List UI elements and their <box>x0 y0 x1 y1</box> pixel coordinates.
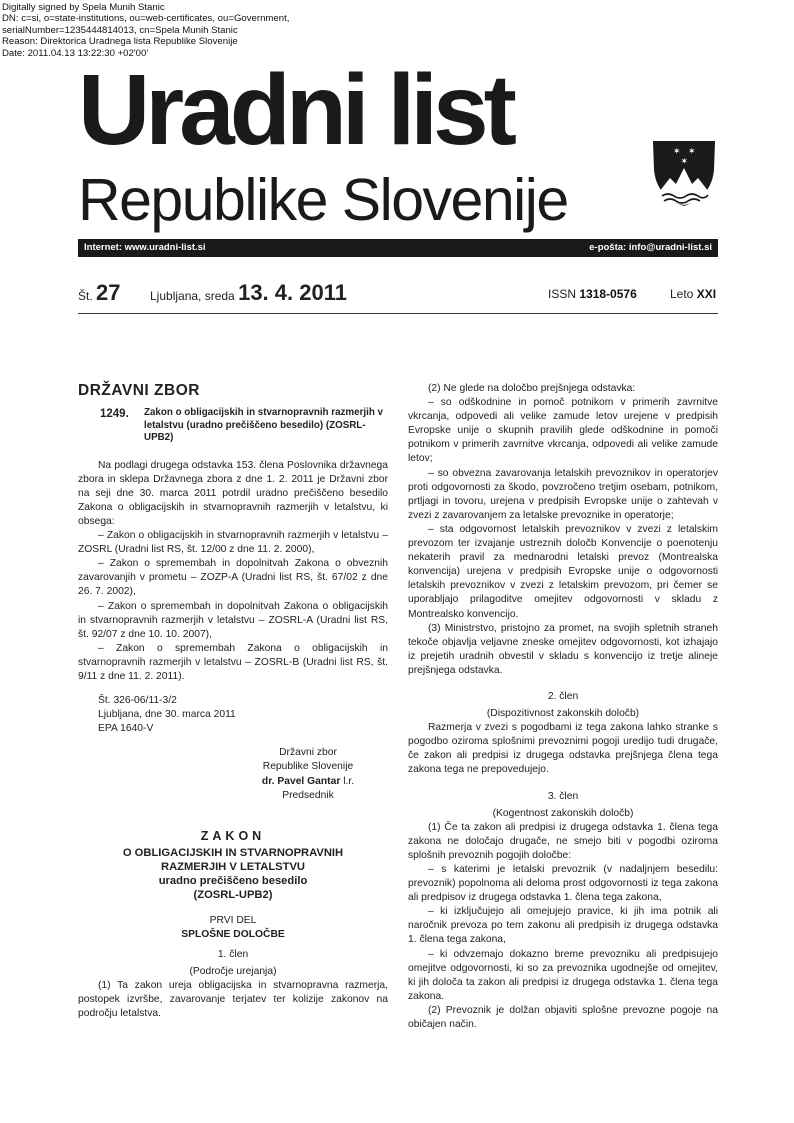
svg-text:✶: ✶ <box>680 157 689 167</box>
list-item: – Zakon o obligacijskih in stvarnopravnih razmerjih v letalstvu – ZOSRL (Uradni list RS, št. 12/00 z dne 11. 2. 2000), <box>78 530 388 556</box>
signature-line: Reason: Direktorica Uradnega lista Republike Slovenije <box>2 36 238 48</box>
list-item: – Zakon o spremembah in dopolnitvah Zakona o obligacijskih in stvarnopravnih razmerjih v letalstvu – ZOSRL-A (Uradni list RS, št. 92/07 z dne 10. 10. 2007), <box>78 600 388 640</box>
svg-text:✶: ✶ <box>673 147 681 157</box>
signature-line: Date: 2011.04.13 13:22:30 +02'00' <box>2 47 149 59</box>
law-title: Zakon o obligacijskih in stvarnopravnih razmerjih v letalstvu (uradno prečiščeno besedilo) (ZOSRL-UPB2) <box>144 407 383 444</box>
article-paragraph: (1) Če ta zakon ali predpisi iz drugega odstavka 1. člena tega zakona ne določajo drugače, ne smejo biti v pogodbi oziroma splošnih prevoznih pogojih določbe: <box>408 821 718 861</box>
article-heading: 3. člen <box>547 790 579 802</box>
law-type-heading: ZAKON <box>200 828 266 843</box>
year: Leto XXI <box>670 287 717 301</box>
article-title: (Področje urejanja) <box>189 966 277 978</box>
left-column: DRŽAVNI ZBOR 1249. Zakon o obligacijskih in stvarnopravnih razmerjih v letalstvu (uradno prečiščeno besedilo) (ZOSRL-UPB2) Na podlagi drugega odstavka 153. člena Poslovnika državnega zbora in sklepa Državnega zbora z dne 1. 2. 2011 je Državni zbor na seji dne 30. marca 2011 potrdil uradno prečiščeno besedilo Zakona o obligacijskih in stvarnopravnih razmerjih v letalstvu, ki obsega: – Zakon o obligacijskih in stvarnopravnih razmerjih v letalstvu – ZOSRL (Uradni list RS, št. 12/00 z dne 11. 2. 2000), – Zakon o spremembah in dopolnitvah Zakona o obveznih zavarovanjih v prometu – ZOZP-A (Uradni list RS, št. 67/02 z dne 26. 7. 2002), – Zakon o spremembah in dopolnitvah Zakona o obligacijskih in stvarnopravnih razmerjih v letalstvu – ZOSRL-A (Uradni list RS, št. 92/07 z dne 10. 10. 2007), – Zakon o spremembah Zakona o obligacijskih in stvarnopravnih razmerjih v letalstvu – ZOSRL-B (Uradni list RS, št. 9/11 z dne 11. 2. 2011). Št. 326-06/11-3/2 Ljubljana, dne 30. marca 2011 EPA 1640-V Državni zbor Republike Slovenije dr. Pavel Gantar l.r. Predsednik ZAKON O OBLIGACIJSKIH IN STVARNOPRAVNIH RAZMERJIH V LETALSTVU uradno prečiščeno besedilo (ZOSRL-UPB2) PRVI DEL SPLOŠNE DOLOČBE 1. člen (Področje urejanja) (1) Ta zakon ureja obligacijska in stvarnopravna razmerja, postopek izvršbe, zavarovanje terjatev ter kolizije zakonov na področju letalstva. <box>78 382 388 1022</box>
signature-line: Digitally signed by Spela Munih Stanic <box>2 2 165 13</box>
list-item: – ki izključujejo ali omejujejo pravice, ki jih ima potnik ali naročnik prevoza po tem zakonu ali predpisih iz drugega odstavka 1. člena tega zakona, <box>408 906 718 946</box>
signature-line: serialNumber=1235444814013, cn=Spela Munih Stanic <box>2 24 238 36</box>
list-item: – Zakon o spremembah in dopolnitvah Zakona o obveznih zavarovanjih v prometu – ZOZP-A (Uradni list RS, št. 67/02 z dne 26. 7. 2002), <box>78 558 388 598</box>
reference-number: Št. 326-06/11-3/2 <box>98 695 177 707</box>
email-link[interactable]: e-pošta: info@uradni-list.si <box>589 242 712 253</box>
right-column <box>408 382 718 1032</box>
issue-date-value: 13. 4. 2011 <box>238 280 347 305</box>
list-item: – so odškodnine in pomoč potnikom v primerih zavrnitve vkrcanja, odpovedi ali velike zamude letov urejene v predpisih Evropske unije o skupnih pravilih glede odškodnine in pomoči potnikom v primerih zavrnitve vkrcanja, odpovedi ali velike zamude letov; <box>408 397 718 465</box>
intro-paragraph: Na podlagi drugega odstavka 153. člena Poslovnika državnega zbora in sklepa Državnega zbora z dne 1. 2. 2011 je Državni zbor na seji dne 30. marca 2011 potrdil uradno prečiščeno besedilo Zakona o obligacijskih in stvarnopravnih razmerjih v letalstvu, ki obsega: <box>78 459 388 527</box>
list-item: – so obvezna zavarovanja letalskih prevoznikov in operatorjev proti odgovornosti za škodo, povzročeno tretjim osebam, potnikom, prtljagi in tovoru, urejena v predpisih Evropske unije o zahtevah v zvezi z zavarovanjem za letalske prevoznike in operatorje; <box>408 467 718 521</box>
part-heading: PRVI DEL <box>209 914 257 926</box>
header-divider <box>78 313 718 314</box>
signature-block: Državni zbor Republike Slovenije dr. Pavel Gantar l.r. Predsednik <box>261 747 355 801</box>
svg-text:✶: ✶ <box>688 147 696 157</box>
law-number: 1249. <box>100 408 129 421</box>
list-item: – ki odvzemajo dokazno breme prevozniku ali predpisujejo omejitve odgovornosti, ki so za prevoznika ugodnejše od omejitev, ki jih določa ta zakon ali predpisi iz drugega odstavka 1. člena tega zakona. <box>408 948 718 1002</box>
reference-place-date: Ljubljana, dne 30. marca 2011 <box>98 709 236 721</box>
internet-link[interactable]: Internet: www.uradni-list.si <box>84 242 206 253</box>
article-paragraph: (1) Ta zakon ureja obligacijska in stvarnopravna razmerja, postopek izvršbe, zavarovanje terjatev ter kolizije zakonov na področju letalstva. <box>78 980 388 1020</box>
signatory-name: dr. Pavel Gantar <box>261 775 341 787</box>
article-paragraph: Razmerja v zvezi s pogodbami iz tega zakona lahko stranke s pogodbo oziroma splošnimi prevoznimi pogoji uredijo tudi drugače, če zakon ali predpisi iz drugega odstavka prejšnjega člena tega zakona tega ne prepovedujejo. <box>408 722 718 776</box>
article-title: (Kogentnost zakonskih določb) <box>492 807 634 819</box>
article-paragraph: (2) Ne glede na določbo prejšnjega odstavka: <box>428 383 636 394</box>
issn: ISSN 1318-0576 <box>548 287 637 301</box>
digital-signature-block <box>2 2 289 59</box>
list-item: – s katerimi je letalski prevoznik (v nadaljnjem besedilu: prevoznik) popolnoma ali deloma prost odgovornosti iz tega zakona ali predpisov iz drugega odstavka 1. člena tega zakona, <box>408 864 718 904</box>
article-paragraph: (2) Prevoznik je dolžan objaviti splošne prevozne pogoje na običajen način. <box>408 1004 718 1031</box>
issue-number: Št. 27 <box>78 280 121 305</box>
list-item: – Zakon o spremembah Zakona o obligacijskih in stvarnopravnih razmerjih v letalstvu – ZOSRL-B (Uradni list RS, št. 9/11 z dne 11. 2. 2011). <box>78 642 388 682</box>
list-item: – sta odgovornost letalskih prevoznikov v zvezi z letalskim prevozom ter izvajanje ustreznih določb Konvencije o poenotenju nekaterih pravil za mednarodni letalski prevoz (Montrealska konvencija) urejena v predpisih Evropske unije o odgovornosti letalskih prevoznikov v zvezi z letalskim prevozom, pri čemer se uporabljajo prilagoditve omejitev odgovornosti v skladu z Montrealsko konvencijo. <box>408 523 718 620</box>
signature-line: DN: c=si, o=state-institutions, ou=web-certificates, ou=Government, <box>2 13 290 25</box>
masthead-contact-bar <box>78 239 718 257</box>
masthead-subtitle: Republike Slovenije <box>78 167 568 233</box>
article-heading: 1. člen <box>217 949 249 961</box>
reference-epa: EPA 1640-V <box>98 723 154 735</box>
law-heading <box>78 407 388 445</box>
part-title: SPLOŠNE DOLOČBE <box>181 928 285 940</box>
masthead-title: Uradni list <box>78 54 512 166</box>
article-heading: 2. člen <box>547 690 579 702</box>
issue-date: Ljubljana, sreda 13. 4. 2011 <box>150 280 347 305</box>
issue-number-value: 27 <box>96 280 121 305</box>
section-heading: DRŽAVNI ZBOR <box>78 382 200 399</box>
slovenia-coat-of-arms-icon <box>650 138 718 208</box>
article-paragraph: (3) Ministrstvo, pristojno za promet, na svojih spletnih straneh tekoče objavlja veljavne zneske omejitev odgovornosti, kot izhajajo iz prejetih uradnih obvestil v skladu s konvencijo iz tretje alineje prejšnjega odstavka. <box>408 622 718 676</box>
article-title: (Dispozitivnost zakonskih določb) <box>486 708 640 720</box>
